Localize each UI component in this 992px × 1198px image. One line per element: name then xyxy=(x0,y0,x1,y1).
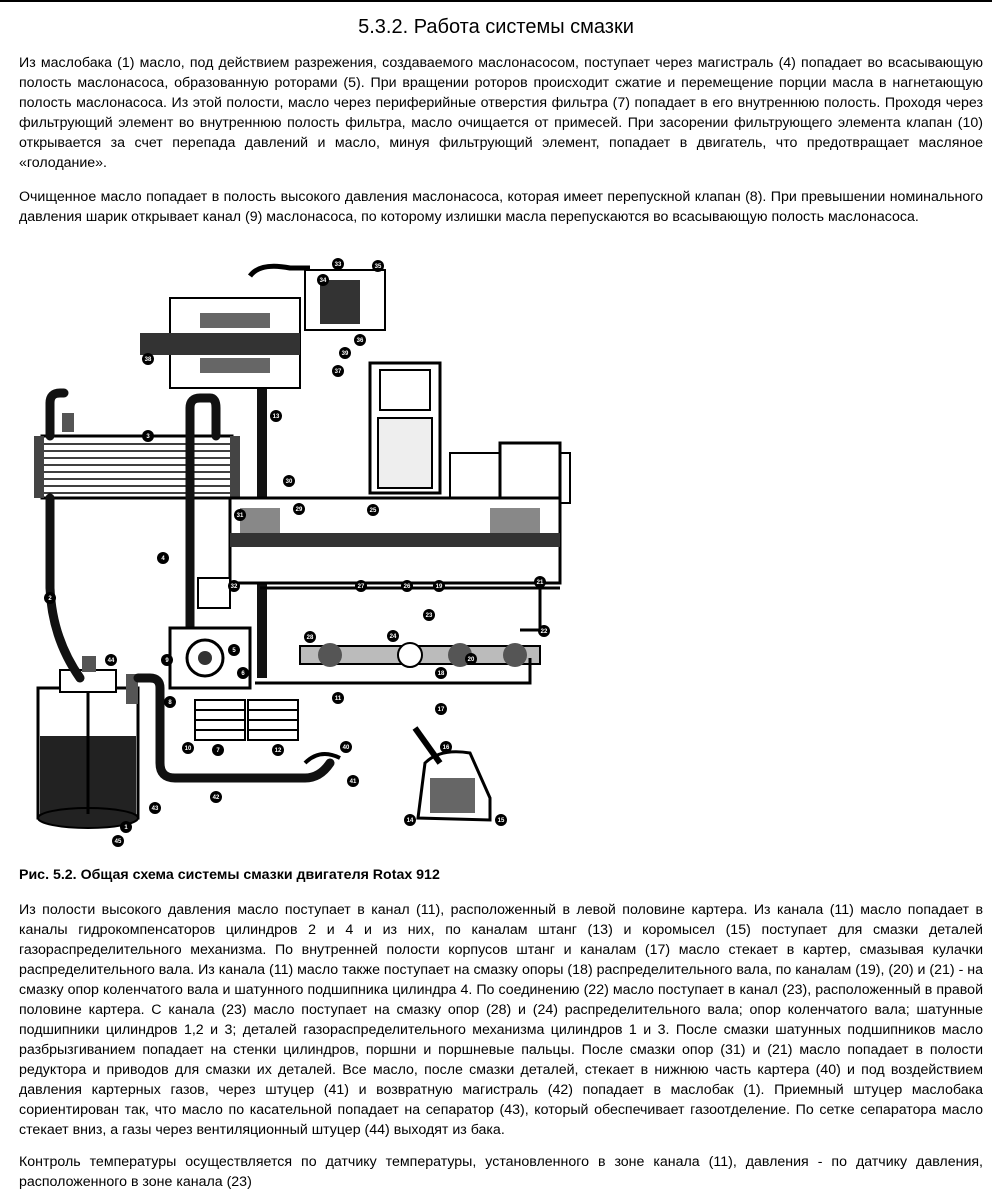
callout-17 xyxy=(435,703,447,715)
svg-text:7: 7 xyxy=(216,748,220,754)
svg-text:9: 9 xyxy=(165,658,169,664)
figure-caption: Рис. 5.2. Общая схема системы смазки двигателя Rotax 912 xyxy=(19,867,440,883)
svg-text:2: 2 xyxy=(48,596,52,602)
svg-text:38: 38 xyxy=(144,357,152,363)
camshaft xyxy=(255,643,540,683)
svg-text:37: 37 xyxy=(334,369,342,375)
paragraph-bypass-valve: Очищенное масло попадает в полость высокого давления маслонасоса, которая имеет перепускной клапан (8). При превышении номинального давления шарик открывает канал (9) маслонасоса, по которому излишки масла перепускаются во всасывающую полость маслонасоса. xyxy=(19,189,983,225)
gearbox-assembly xyxy=(140,266,385,388)
callout-40 xyxy=(340,741,352,753)
svg-text:19: 19 xyxy=(435,584,443,590)
callout-38 xyxy=(142,353,154,365)
callout-28 xyxy=(304,631,316,643)
callout-20 xyxy=(465,653,477,665)
svg-text:8: 8 xyxy=(168,700,172,706)
oil-cooler xyxy=(34,436,240,498)
callout-31 xyxy=(234,509,246,521)
callout-43 xyxy=(149,802,161,814)
svg-text:12: 12 xyxy=(274,748,282,754)
callout-23 xyxy=(423,609,435,621)
svg-text:5: 5 xyxy=(232,648,236,654)
paragraph-oil-intake: Из маслобака (1) масло, под действием разрежения, создаваемого маслонасосом, поступает через магистраль (4) попадает во всасывающую полость маслонасоса, образованную роторами (5). При вращении роторов происходит сжатие и перемещение порции масла в нагнетающую полость маслонасоса. Из этой полости, масло через периферийные отверстия фильтра (7) попадает в его внутреннюю полость. Проходя через фильтрующий элемент во внутреннюю полость фильтра, масло очищается от примесей. При засорении фильтрующего элемента клапан (10) открывается за счет перепада давлений и масло, минуя фильтрующий элемент, попадает в двигатель, что предотвращает масляное «голодание». xyxy=(19,55,983,171)
callout-9 xyxy=(161,654,173,666)
callout-22 xyxy=(538,625,550,637)
callout-11 xyxy=(332,692,344,704)
callout-26 xyxy=(401,580,413,592)
svg-text:1: 1 xyxy=(124,825,128,831)
callout-4 xyxy=(157,552,169,564)
svg-text:21: 21 xyxy=(536,580,544,586)
callout-36 xyxy=(354,334,366,346)
callout-16 xyxy=(440,741,452,753)
svg-text:17: 17 xyxy=(437,707,445,713)
svg-text:15: 15 xyxy=(497,818,505,824)
svg-text:22: 22 xyxy=(540,629,548,635)
callout-1 xyxy=(120,821,132,833)
callout-12 xyxy=(272,744,284,756)
svg-text:16: 16 xyxy=(442,745,450,751)
callout-18 xyxy=(435,667,447,679)
svg-text:4: 4 xyxy=(161,556,165,562)
callout-3 xyxy=(142,430,154,442)
callout-21 xyxy=(534,576,546,588)
svg-text:20: 20 xyxy=(467,657,475,663)
callout-32 xyxy=(228,580,240,592)
svg-text:11: 11 xyxy=(334,696,342,702)
svg-text:13: 13 xyxy=(272,414,280,420)
callout-13 xyxy=(270,410,282,422)
callout-27 xyxy=(355,580,367,592)
callout-14 xyxy=(404,814,416,826)
section-title: 5.3.2. Работа системы смазки xyxy=(358,16,634,38)
lubrication-schematic-drawing xyxy=(20,258,585,848)
callout-5 xyxy=(228,644,240,656)
callout-2 xyxy=(44,592,56,604)
svg-text:36: 36 xyxy=(356,338,364,344)
svg-text:10: 10 xyxy=(184,746,192,752)
oil-tank xyxy=(38,656,138,828)
svg-text:23: 23 xyxy=(425,613,433,619)
callout-37 xyxy=(332,365,344,377)
callout-39 xyxy=(339,347,351,359)
svg-text:26: 26 xyxy=(403,584,411,590)
svg-text:3: 3 xyxy=(146,434,150,440)
svg-text:24: 24 xyxy=(389,634,397,640)
callout-45 xyxy=(112,835,124,847)
svg-text:43: 43 xyxy=(151,806,159,812)
callout-34 xyxy=(317,274,329,286)
svg-text:33: 33 xyxy=(334,262,342,268)
paragraph-oil-circulation: Из полости высокого давления масло поступает в канал (11), расположенный в левой половине картера. Из канала (11) масло попадает в каналы гидрокомпенсаторов цилиндров 2 и 4 и из них, по каналам штанг (13) и коромысел (15) поступает для смазки деталей газораспределительного механизма. По внутренней полости корпусов штанг и каналам (17) масло стекает в картер, смазывая кулачки распределительного вала. Из канала (11) масло также поступает на смазку опоры (18) распределительного вала, по каналам (19), (20) и (21) - на смазку опор коленчатого вала и шатунного подшипника цилиндра 4. По соединению (22) масло поступает в канал (23), расположенный в правой половине картера. С канала (23) масло поступает на смазку опор (28) и (24) распределительного вала; опор коленчатого вала; шатунные подшипники цилиндров 1,2 и 3; деталей газораспределительного механизма цилиндров 1 и 3. После смазки шатунных подшипников масло разбрызгиванием попадает на стенки цилиндров, поршни и поршневые пальцы. После смазки опор (31) и (21) масло попадает в полости редуктора и приводов для смазки их деталей. Все масло, после смазки деталей, стекает в нижнюю часть картера (40) и под воздействием давления картерных газов, через штуцер (41) и возвратную магистраль (42) попадает в маслобак (1). Приемный штуцер маслобака сориентирован так, что масло по касательной попадает на сепаратор (43), который обеспечивает газоотделение. По сетке сепаратора масло стекает вниз, а газы через вентиляционный штуцер (44) выходят из бака. xyxy=(19,902,983,1138)
callout-42 xyxy=(210,791,222,803)
svg-text:27: 27 xyxy=(357,584,365,590)
svg-text:18: 18 xyxy=(437,671,445,677)
callout-33 xyxy=(332,258,344,270)
svg-text:34: 34 xyxy=(319,278,327,284)
top-border xyxy=(0,0,992,2)
svg-text:29: 29 xyxy=(295,507,303,513)
engine-block xyxy=(230,363,570,630)
callout-10 xyxy=(182,742,194,754)
paragraph-sensors: Контроль температуры осуществляется по датчику температуры, установленного в зоне канала (11), давления - по датчику давления, расположенного в зоне канала (23) xyxy=(19,1154,983,1190)
svg-text:25: 25 xyxy=(369,508,377,514)
callout-41 xyxy=(347,775,359,787)
callout-30 xyxy=(283,475,295,487)
svg-text:41: 41 xyxy=(349,779,357,785)
svg-text:28: 28 xyxy=(306,635,314,641)
callout-7 xyxy=(212,744,224,756)
svg-text:45: 45 xyxy=(114,839,122,845)
svg-text:39: 39 xyxy=(341,351,349,357)
callout-19 xyxy=(433,580,445,592)
callout-6 xyxy=(237,667,249,679)
svg-text:31: 31 xyxy=(236,513,244,519)
callout-44 xyxy=(105,654,117,666)
callout-35 xyxy=(372,260,384,272)
svg-text:6: 6 xyxy=(241,671,245,677)
svg-text:40: 40 xyxy=(342,745,350,751)
callout-8 xyxy=(164,696,176,708)
svg-text:35: 35 xyxy=(374,264,382,270)
callout-15 xyxy=(495,814,507,826)
svg-text:30: 30 xyxy=(285,479,293,485)
lubrication-schematic-figure xyxy=(20,258,585,848)
svg-text:14: 14 xyxy=(406,818,414,824)
callout-24 xyxy=(387,630,399,642)
svg-text:44: 44 xyxy=(107,658,115,664)
callout-25 xyxy=(367,504,379,516)
callout-29 xyxy=(293,503,305,515)
rocker-housing xyxy=(305,728,490,820)
svg-text:32: 32 xyxy=(230,584,238,590)
svg-text:42: 42 xyxy=(212,795,220,801)
